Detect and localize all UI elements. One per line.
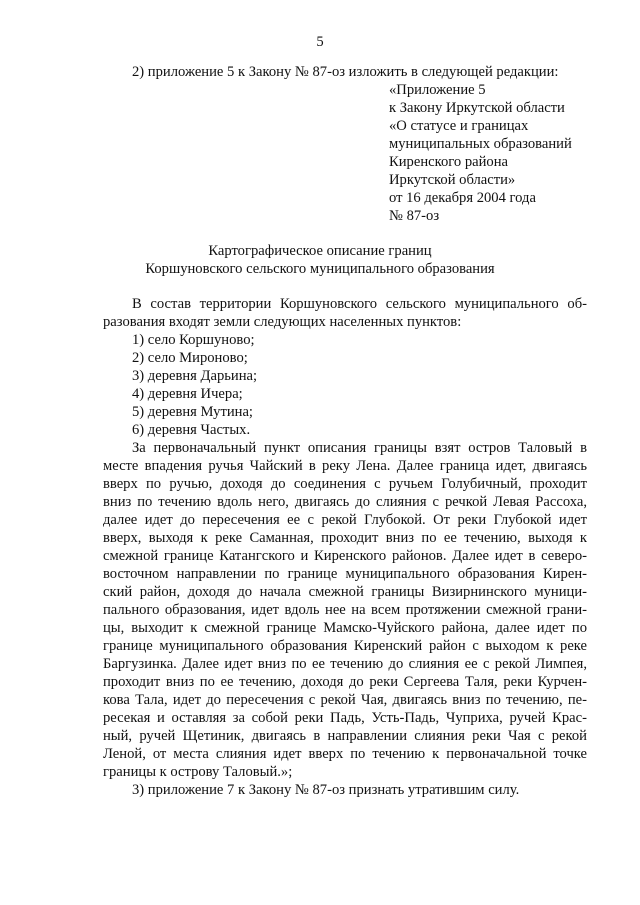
paragraph-line: месте впадения ручья Чайский в реку Лена. Далее граница идет, двигаясь xyxy=(103,458,587,474)
header-line: от 16 декабря 2004 года xyxy=(389,190,536,206)
paragraph-line: Баргузинка. Далее идет вниз по ее течению до слияния ее с рекой Лимпея, xyxy=(103,656,587,672)
header-line: № 87-оз xyxy=(389,208,440,224)
header-line: Иркутской области» xyxy=(389,172,516,188)
list-item: 4) деревня Ичера; xyxy=(132,386,243,402)
final-amendment: 3) приложение 7 к Закону № 87-оз признать утратившим силу. xyxy=(132,782,520,798)
header-line: «О статусе и границах xyxy=(389,118,529,134)
paragraph-line: пального образования, идет вдоль нее на всем протяжении смежной грани- xyxy=(103,602,587,618)
list-item: 6) деревня Частых. xyxy=(132,422,251,438)
header-line: «Приложение 5 xyxy=(389,82,486,98)
paragraph-line: восточном направлении по границе муниципального образования Кирен- xyxy=(103,566,587,582)
paragraph-line: ский район, доходя до начала смежной границы Визирнинского муници- xyxy=(103,584,587,600)
header-line: муниципальных образований xyxy=(389,136,572,152)
paragraph-line: вниз по течению вдоль него, двигаясь до слияния с речкой Левая Рассоха, xyxy=(103,494,587,510)
header-line: Киренского района xyxy=(389,154,508,170)
page-number: 5 xyxy=(316,34,324,50)
list-item: 2) село Мироново; xyxy=(132,350,248,366)
list-item: 1) село Коршуново; xyxy=(132,332,255,348)
paragraph-line: ный, ручей Щетиник, двигаясь в направлении слияния реки Чая с рекой xyxy=(103,728,587,744)
paragraph-line: кова Тала, идет до пересечения с рекой Чая, двигаясь вниз по течению, пе- xyxy=(103,692,587,708)
title-line: Картографическое описание границ xyxy=(208,243,432,259)
paragraph-line: границе муниципального образования Киренский район с выходом к реке xyxy=(103,638,587,654)
paragraph-line: границы к острову Таловый.»; xyxy=(103,764,293,780)
paragraph-line: смежной границе Катангского и Киренского районов. Далее идет в северо- xyxy=(103,548,587,564)
list-item: 5) деревня Мутина; xyxy=(132,404,253,420)
paragraph-line: вверх по ручью, доходя до соединения с ручьем Голубичный, проходит xyxy=(103,476,587,492)
paragraph-line: разования входят земли следующих населенных пунктов: xyxy=(103,314,462,330)
header-line: к Закону Иркутской области xyxy=(389,100,565,116)
title-line: Коршуновского сельского муниципального образования xyxy=(145,261,495,277)
paragraph-line: За первоначальный пункт описания границы взят остров Таловый в xyxy=(132,440,587,456)
list-item: 3) деревня Дарьина; xyxy=(132,368,258,384)
paragraph-line: вверх, выходя к реке Саманная, проходит вниз по ее течению, выходя к xyxy=(103,530,587,546)
amendment-intro: 2) приложение 5 к Закону № 87-оз изложить в следующей редакции: xyxy=(132,64,559,80)
paragraph-line: Леной, от места слияния идет вверх по течению к первоначальной точке xyxy=(103,746,587,762)
paragraph-line: цы, выходит к смежной границе Мамско-Чуйского района, далее идет по xyxy=(103,620,587,636)
paragraph-line: В состав территории Коршуновского сельского муниципального об- xyxy=(132,296,587,312)
paragraph-line: ресекая и оставляя за собой реки Падь, Усть-Падь, Чуприха, ручей Крас- xyxy=(103,710,587,726)
paragraph-line: проходит вниз по ее течению, доходя до реки Сергеева Таля, реки Курчен- xyxy=(103,674,587,690)
paragraph-line: далее идет до пересечения ее с рекой Глубокой. От реки Глубокой идет xyxy=(103,512,587,528)
